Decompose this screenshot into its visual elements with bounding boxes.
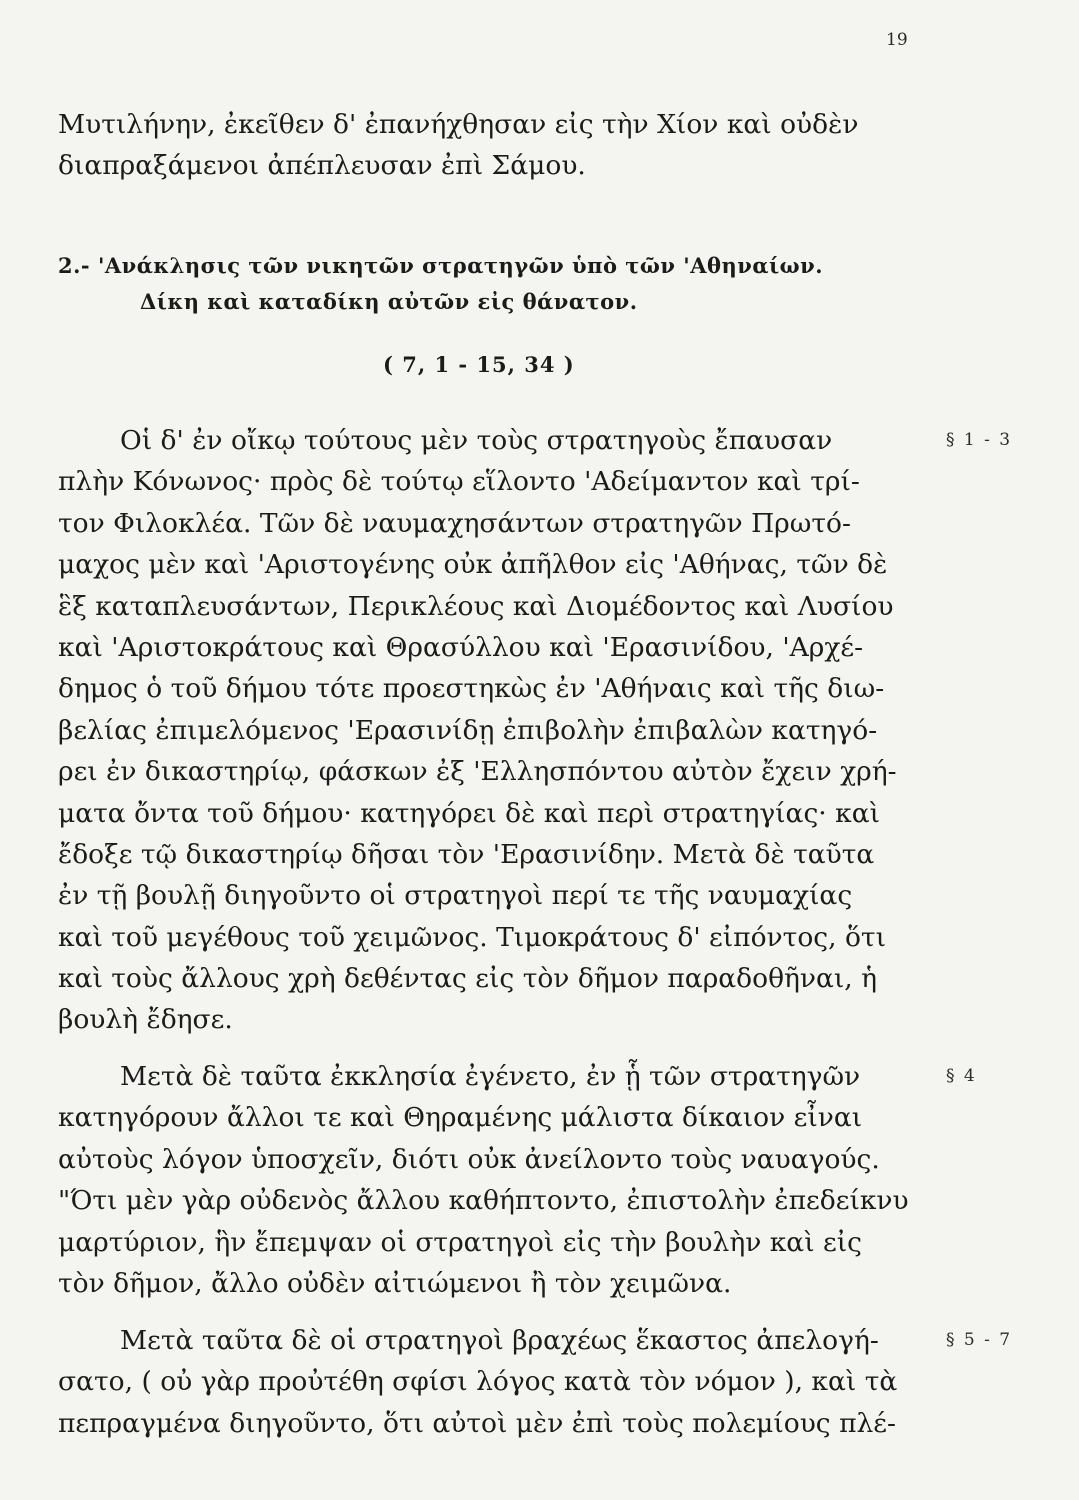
paragraph-3 <box>58 1320 928 1444</box>
section-subtitle: Δίκη καὶ καταδίκη αὐτῶν εἰς θάνατον. <box>140 289 638 314</box>
text-line: τον Φιλοκλέα. Τῶν δὲ ναυμαχησάντων στρατηγῶν Πρωτό- <box>58 507 851 539</box>
text-line: σατο, ( οὐ γὰρ προὐτέθη σφίσι λόγος κατὰ τὸν νόμον ), καὶ τὰ <box>58 1366 898 1398</box>
text-line: βουλὴ ἔδησε. <box>58 1004 233 1036</box>
text-line: Μυτιλήνην, ἐκεῖθεν δ' ἐπανήχθησαν εἰς τὴν Χίον καὶ οὐδὲν <box>58 109 859 140</box>
text-line: Μετὰ ταῦτα δὲ οἱ στρατηγοὶ βραχέως ἕκαστος ἀπελογή- <box>120 1325 879 1356</box>
text-line: τὸν δῆμον, ἄλλο οὐδὲν αἰτιώμενοι ἢ τὸν χειμῶνα. <box>58 1267 732 1299</box>
text-line: κατηγόρουν ἄλλοι τε καὶ Θηραμένης μάλιστα δίκαιον εἶναι <box>58 1102 863 1134</box>
text-line: ἓξ καταπλευσάντων, Περικλέους καὶ Διομέδοντος καὶ Λυσίου <box>58 590 894 622</box>
text-line: καὶ τοῦ μεγέθους τοῦ χειμῶνος. Τιμοκράτους δ' εἰπόντος, ὅτι <box>58 921 886 953</box>
text-line: πεπραγμένα διηγοῦντο, ὅτι αὐτοὶ μὲν ἐπὶ τοὺς πολεμίους πλέ- <box>58 1407 896 1439</box>
page-number: 19 <box>886 30 908 50</box>
intro-text <box>58 104 928 187</box>
text-line: καὶ τοὺς ἄλλους χρὴ δεθέντας εἰς τὸν δῆμον παραδοθῆναι, ἡ <box>58 963 878 995</box>
paragraph-2 <box>58 1056 928 1304</box>
text-line: Οἱ δ' ἐν οἴκῳ τούτους μὲν τοὺς στρατηγοὺς ἔπαυσαν <box>120 425 833 456</box>
text-line: "Ότι μὲν γὰρ οὐδενὸς ἄλλου καθήπτοντο, ἐπιστολὴν ἐπεδείκνυ <box>58 1185 909 1217</box>
text-line: ρει ἐν δικαστηρίῳ, φάσκων ἐξ 'Ελλησπόντου αὐτὸν ἔχειν χρή- <box>58 756 897 788</box>
text-line: αὐτοὺς λόγον ὑποσχεῖν, διότι οὐκ ἀνείλοντο τοὺς ναυαγούς. <box>58 1143 880 1175</box>
section-title: 2.- 'Ανάκλησις τῶν νικητῶν στρατηγῶν ὑπὸ τῶν 'Αθηναίων. <box>58 253 824 278</box>
text-line: πλὴν Κόνωνος· πρὸς δὲ τούτῳ εἵλοντο 'Αδείμαντον καὶ τρί- <box>58 466 860 498</box>
source-reference: ( 7, 1 - 15, 34 ) <box>383 352 575 377</box>
paragraph-1 <box>58 420 928 1041</box>
text-line: ἐν τῇ βουλῇ διηγοῦντο οἱ στρατηγοὶ περί τε τῆς ναυμαχίας <box>58 880 853 912</box>
text-line: καὶ 'Αριστοκράτους καὶ Θρασύλλου καὶ 'Ερασινίδου, 'Αρχέ- <box>58 631 864 663</box>
text-line: διαπραξάμενοι ἀπέπλευσαν ἐπὶ Σάμου. <box>58 150 586 182</box>
section-heading <box>58 248 938 320</box>
text-line: ἔδοξε τῷ δικαστηρίῳ δῆσαι τὸν 'Ερασινίδην. Μετὰ δὲ ταῦτα <box>58 838 875 870</box>
margin-note: § 1 - 3 <box>946 430 1013 450</box>
margin-note: § 5 - 7 <box>946 1330 1013 1350</box>
text-line: βελίας ἐπιμελόμενος 'Ερασινίδῃ ἐπιβολὴν ἐπιβαλὼν κατηγό- <box>58 714 878 746</box>
margin-note: § 4 <box>946 1066 977 1086</box>
text-line: Μετὰ δὲ ταῦτα ἐκκλησία ἐγένετο, ἐν ᾗ τῶν στρατηγῶν <box>120 1061 861 1092</box>
text-line: μαχος μὲν καὶ 'Αριστογένης οὐκ ἀπῆλθον εἰς 'Αθήνας, τῶν δὲ <box>58 549 888 581</box>
text-line: μαρτύριον, ἣν ἔπεμψαν οἱ στρατηγοὶ εἰς τὴν βουλὴν καὶ εἰς <box>58 1226 862 1258</box>
text-line: δημος ὁ τοῦ δήμου τότε προεστηκὼς ἐν 'Αθήναις καὶ τῆς διω- <box>58 673 885 705</box>
text-line: ματα ὄντα τοῦ δήμου· κατηγόρει δὲ καὶ περὶ στρατηγίας· καὶ <box>58 797 880 829</box>
